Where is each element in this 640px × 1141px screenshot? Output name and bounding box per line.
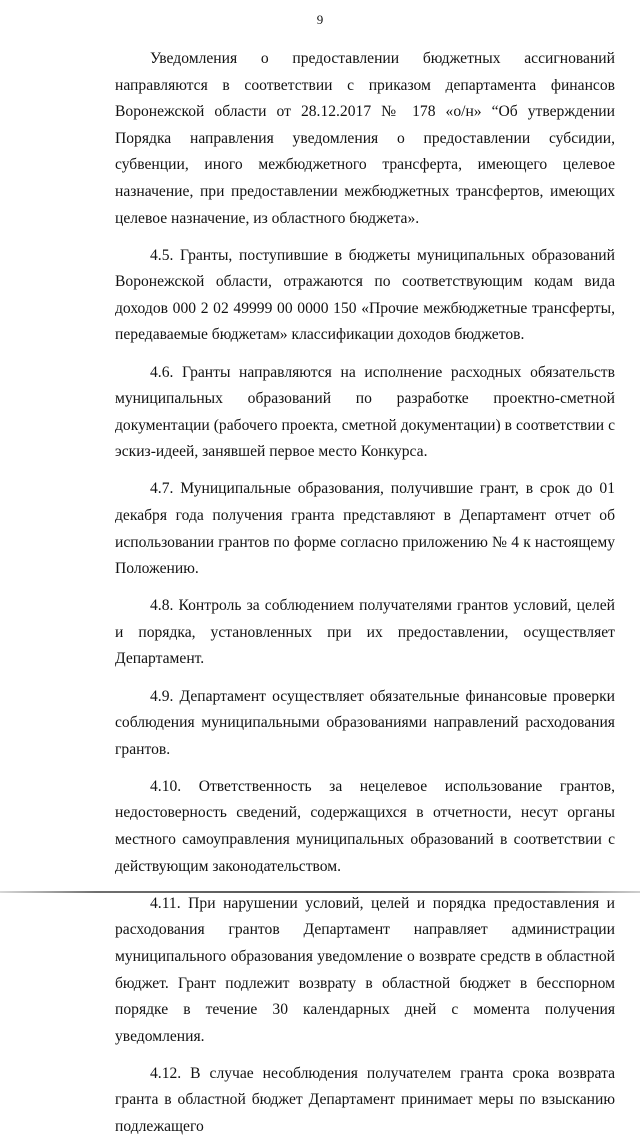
paragraph-4-11: 4.11. При нарушении условий, целей и порядка предоставления и расходования грантов Департамент направляет администрации муниципального образования уведомление о возврате средств в областной бюджет. Грант подлежит возврату в областной бюджет в бесспорном порядке в течение 30 календарных дней с момента получения уведомления. [115,894,615,1045]
paragraph-4-12: 4.12. В случае несоблюдения получателем гранта срока возврата гранта в областной бюджет Департамент принимает меры по взысканию подлежащего [115,1064,615,1135]
scan-bottom-edge [0,891,640,893]
paragraph-4-8: 4.8. Контроль за соблюдением получателями грантов условий, целей и порядка, установленных при их предоставлении, осуществляет Департамент. [115,597,615,668]
page-number: 9 [316,12,324,27]
paragraph-4-10: 4.10. Ответственность за нецелевое использование грантов, недостоверность сведений, содержащихся в отчетности, несут органы местного самоуправления муниципальных образований в соответствии с действующим законодательством. [115,777,615,875]
document-body [115,46,615,1141]
paragraph-notifications: Уведомления о предоставлении бюджетных ассигнований направляются в соответствии с приказом департамента финансов Воронежской области от 28.12.2017 № 178 «о/н» “Об утверждении Порядка направления уведомления о предоставлении субсидии, субвенции, иного межбюджетного трансферта, имеющего целевое назначение, при предоставлении межбюджетных трансфертов, имеющих целевое назначение, из областного бюджета». [115,50,615,227]
paragraph-4-5: 4.5. Гранты, поступившие в бюджеты муниципальных образований Воронежской области, отражаются по соответствующим кодам вида доходов 000 2 02 49999 00 0000 150 «Прочие межбюджетные трансферты, передаваемые бюджетам» классификации доходов бюджетов. [115,246,615,344]
paragraph-4-9: 4.9. Департамент осуществляет обязательные финансовые проверки соблюдения муниципальными образованиями направлений расходования грантов. [115,687,615,758]
paragraph-4-7: 4.7. Муниципальные образования, получившие грант, в срок до 01 декабря года получения гранта представляют в Департамент отчет об использовании грантов по форме согласно приложению № 4 к настоящему Положению. [115,480,615,578]
paragraph-4-6: 4.6. Гранты направляются на исполнение расходных обязательств муниципальных образований по разработке проектно-сметной документации (рабочего проекта, сметной документации) в соответствии с эскиз-идеей, занявшей первое место Конкурса. [115,363,615,461]
